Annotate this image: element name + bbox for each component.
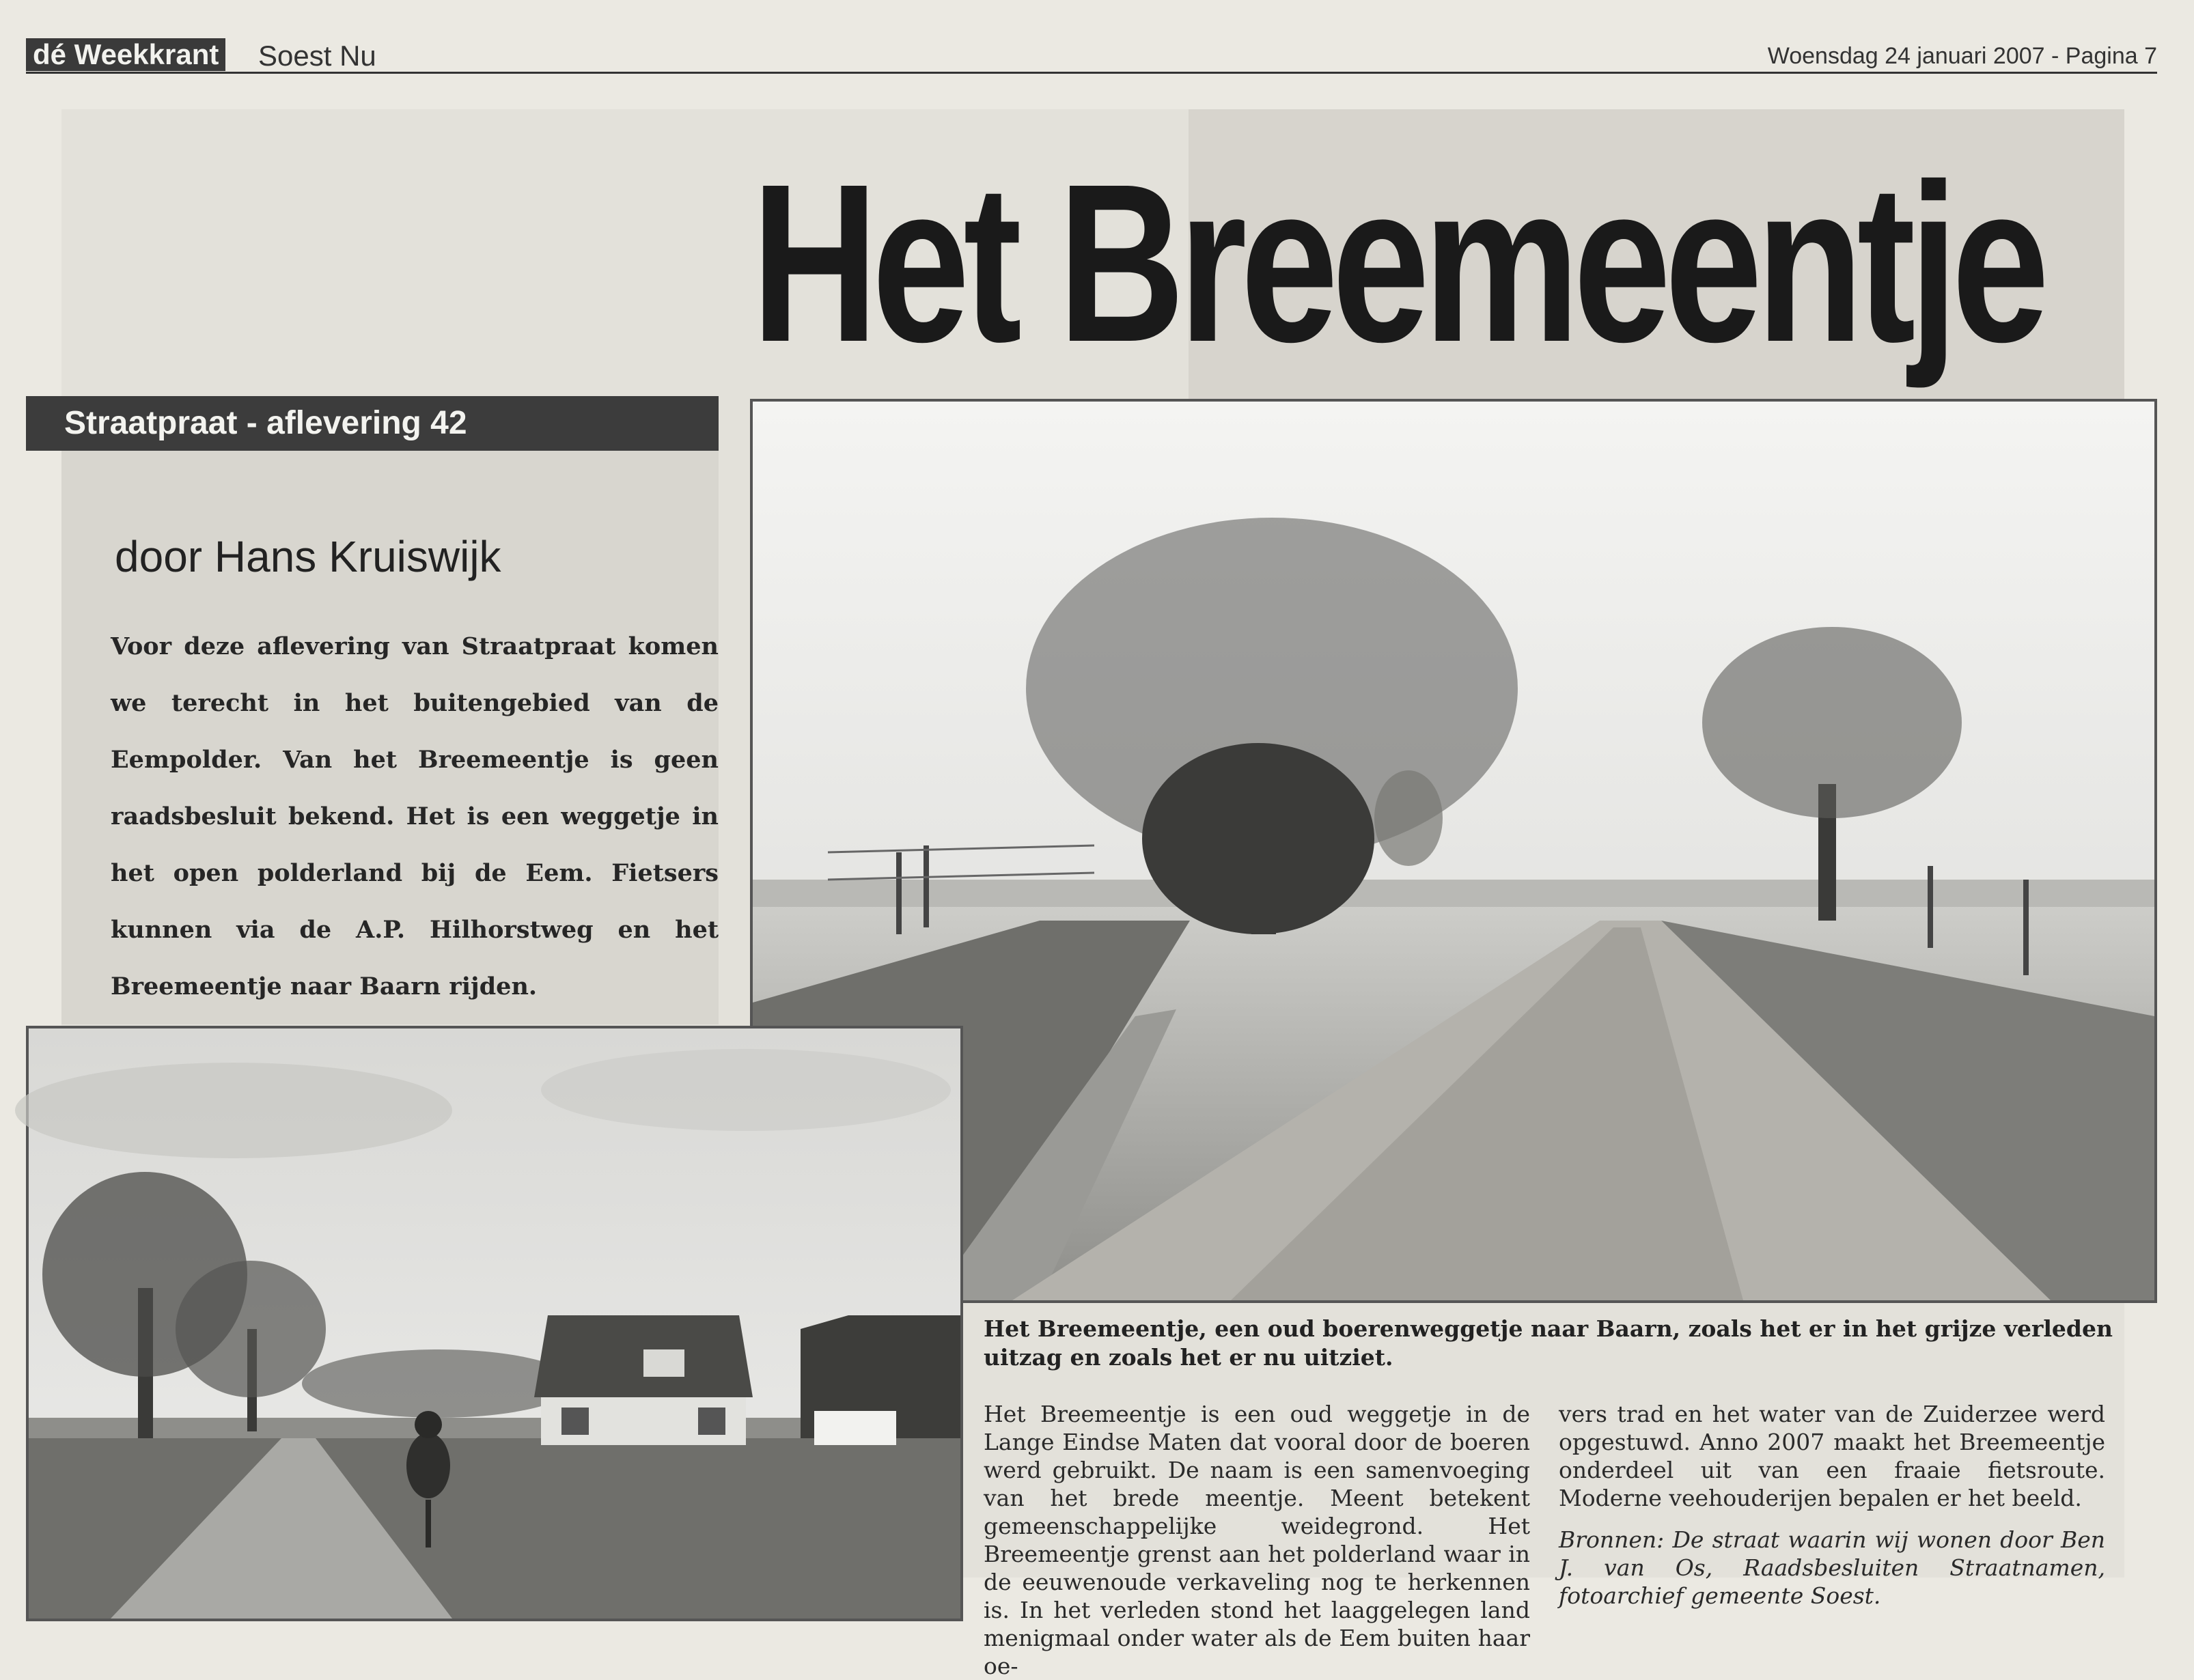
newspaper-brand: dé Weekkrant (26, 38, 225, 71)
dateline: Woensdag 24 januari 2007 - Pagina 7 (1767, 43, 2157, 69)
photo-current-road (26, 1026, 963, 1621)
headline: Het Breemeentje (751, 137, 2044, 389)
body-column-2 (1559, 1400, 2105, 1625)
body-column-1: Het Breemeentje is een oud weggetje in de Lange Eindse Maten dat vooral door de boeren werd gebruikt. De naam is een samenvoeging van het brede meentje. Meent betekent gemeenschappelijke weidegrond. Het Breemeentje grenst aan het polderland waar in de eeuwenoude verkaveling nog te herkennen is. In het verleden stond het laaggelegen land menigmaal onder water als de Eem buiten haar oe- (984, 1401, 1530, 1679)
intro-paragraph: Voor deze aflevering van Straatpraat komen we terecht in het buitengebied van de Eempolder. Van het Breemeentje is geen raadsbesluit bekend. Het is een weggetje in het open polderland bij de Eem. Fietsers kunnen via de A.P. Hilhorstweg en het Breemeentje naar Baarn rijden. (111, 632, 719, 1000)
section-name: Soest Nu (258, 40, 376, 72)
photo-caption: Het Breemeentje, een oud boerenweggetje naar Baarn, zoals het er in het grijze verleden uitzag en zoals het er nu uitziet. (984, 1315, 2113, 1371)
byline: door Hans Kruiswijk (115, 532, 501, 581)
body-column-2-text: vers trad en het water van de Zuiderzee werd opgestuwd. Anno 2007 maakt het Breemeentje onderdeel uit van een fraaie fietsroute. Moderne veehouderijen bepalen er het beeld. (1559, 1401, 2105, 1511)
sources-note: Bronnen: De straat waarin wij wonen door Ben J. van Os, Raadsbesluiten Straatnamen, fotoarchief gemeente Soest. (1559, 1526, 2105, 1609)
masthead (26, 38, 2157, 74)
photo-current-road-image (29, 1028, 960, 1619)
kicker-bar: Straatpraat - aflevering 42 (26, 396, 719, 451)
